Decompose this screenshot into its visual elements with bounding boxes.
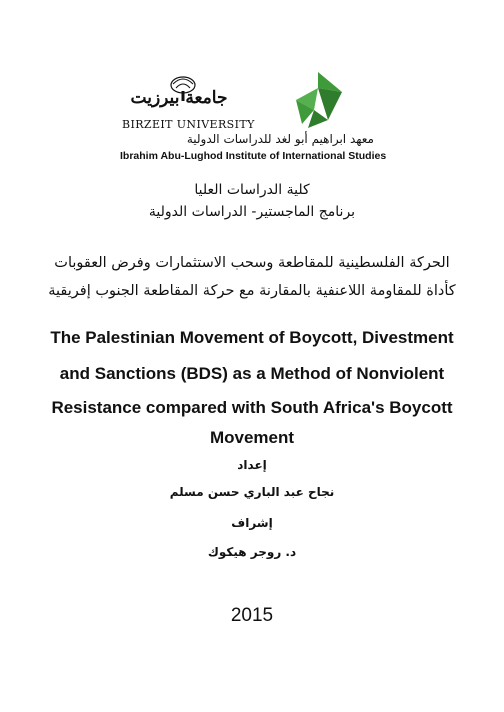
logo-block xyxy=(110,70,387,168)
supervisor-name: د. روجر هيكوك xyxy=(207,545,297,559)
english-title-line-1: The Palestinian Movement of Boycott, Divestment xyxy=(50,328,454,347)
program-name: برنامج الماجستير- الدراسات الدولية xyxy=(148,204,356,220)
birzeit-logo-arabic: جامعة بيرزيت xyxy=(130,88,228,108)
birzeit-logo-english: BIRZEIT UNIVERSITY xyxy=(122,118,255,131)
arabic-title-line-1: الحركة الفلسطينية للمقاطعة وسحب الاستثمارات وفرض العقوبات xyxy=(54,255,450,271)
english-title-line-4: Movement xyxy=(209,428,295,447)
prepared-by-label: إعداد xyxy=(237,458,267,472)
faculty-name: كلية الدراسات العليا xyxy=(194,182,310,198)
english-title-line-2: and Sanctions (BDS) as a Method of Nonviolent xyxy=(59,364,445,383)
institute-logo-english: Ibrahim Abu-Lughod Institute of International Studies xyxy=(120,150,387,162)
author-name: نجاح عبد الباري حسن مسلم xyxy=(169,485,335,499)
year: 2015 xyxy=(230,605,274,626)
english-title-line-3: Resistance compared with South Africa's Boycott xyxy=(51,398,453,417)
arabic-title-line-2: كأداة للمقاومة اللاعنفية بالمقارنة مع حركة المقاطعة الجنوب إفريقية xyxy=(48,283,456,299)
institute-logo-icon xyxy=(288,70,348,130)
supervision-label: إشراف xyxy=(231,516,273,530)
institute-logo-arabic: معهد ابراهيم أبو لغد للدراسات الدولية xyxy=(186,132,374,146)
